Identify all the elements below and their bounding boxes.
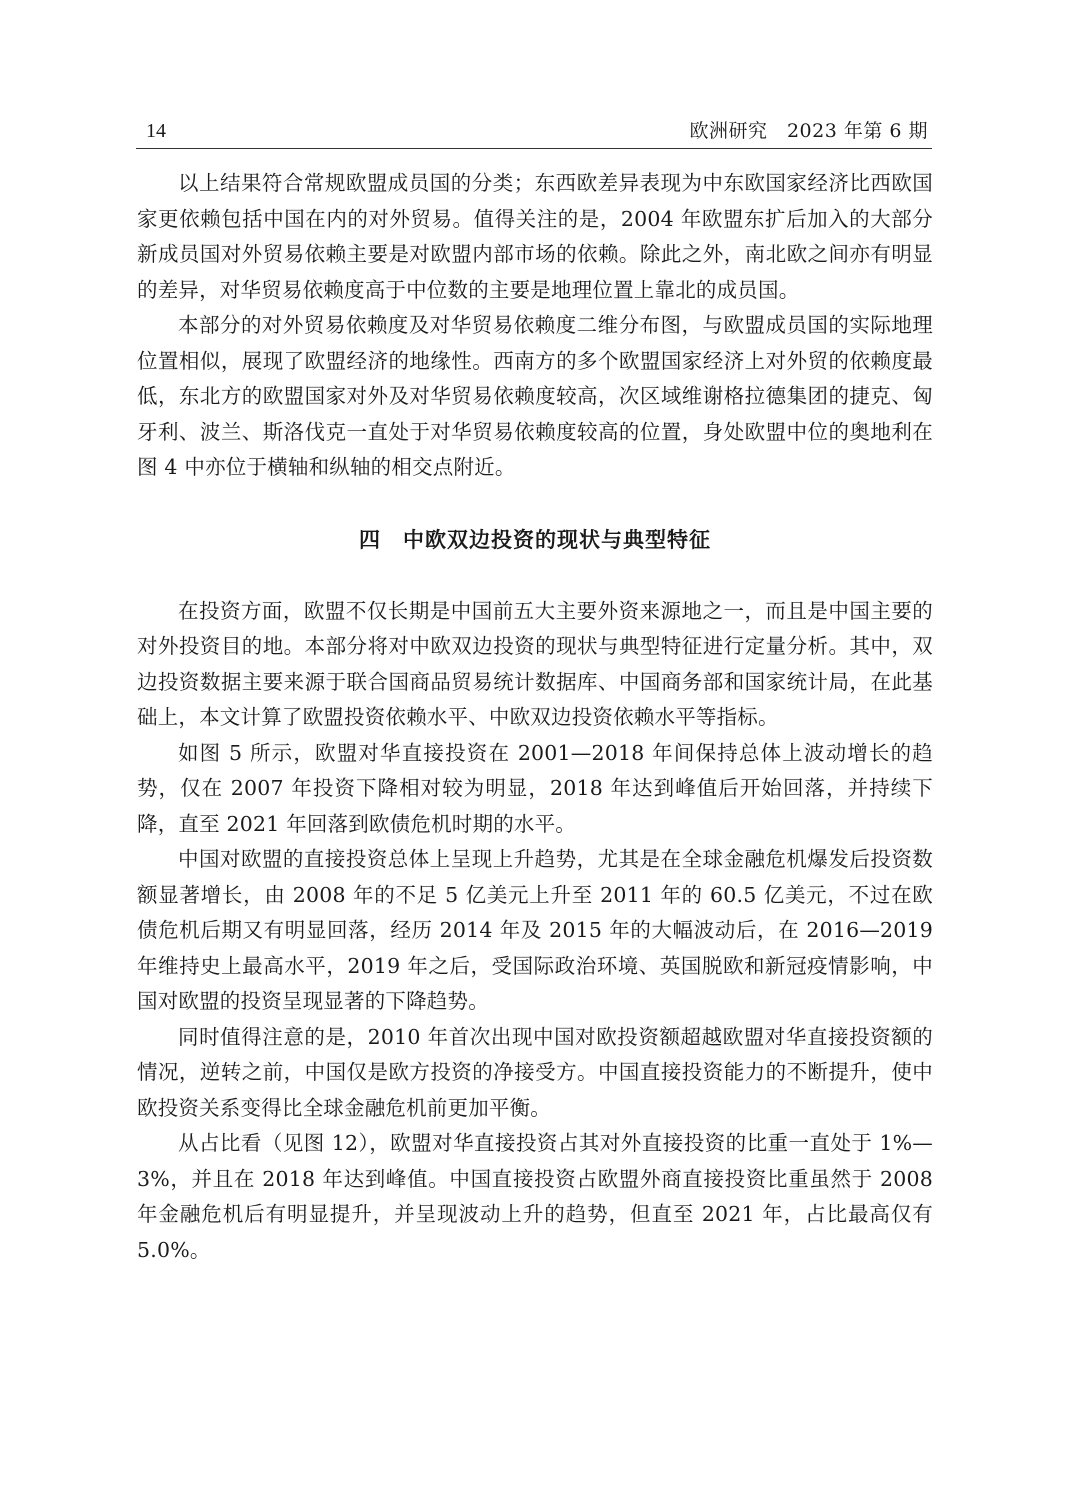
paragraph: 以上结果符合常规欧盟成员国的分类；东西欧差异表现为中东欧国家经济比西欧国家更依赖包括中国在内的对外贸易。值得关注的是，2004 年欧盟东扩后加入的大部分新成员国对外贸易依赖主要是对欧盟内部市场的依赖。除此之外，南北欧之间亦有明显的差异，对华贸易依赖度高于中位数的主要是地理位置上靠北的成员国。 bbox=[137, 171, 933, 302]
journal-title: 欧洲研究 2023 年第 6 期 bbox=[689, 120, 928, 142]
page-number: 14 bbox=[146, 120, 166, 142]
body-text bbox=[137, 166, 933, 1268]
paragraph: 中国对欧盟的直接投资总体上呈现上升趋势，尤其是在全球金融危机爆发后投资数额显著增长，由 2008 年的不足 5 亿美元上升至 2011 年的 60.5 亿美元，不过在欧债危机后期又有明显回落，经历 2014 年及 2015 年的大幅波动后，在 2016—2019 年维持史上最高水平，2019 年之后，受国际政治环境、英国脱欧和新冠疫情影响，中国对欧盟的投资呈现显著的下降趋势。 bbox=[137, 847, 933, 1013]
paragraph: 本部分的对外贸易依赖度及对华贸易依赖度二维分布图，与欧盟成员国的实际地理位置相似，展现了欧盟经济的地缘性。西南方的多个欧盟国家经济上对外贸的依赖度最低，东北方的欧盟国家对外及对华贸易依赖度较高，次区域维谢格拉德集团的捷克、匈牙利、波兰、斯洛伐克一直处于对华贸易依赖度较高的位置，身处欧盟中位的奥地利在图 4 中亦位于横轴和纵轴的相交点附近。 bbox=[137, 313, 933, 479]
paragraph: 从占比看（见图 12），欧盟对华直接投资占其对外直接投资的比重一直处于 1%—3%，并且在 2018 年达到峰值。中国直接投资占欧盟外商直接投资比重虽然于 2008 年金融危机后有明显提升，并呈现波动上升的趋势，但直至 2021 年，占比最高仅有 5.0%。 bbox=[137, 1131, 933, 1262]
paragraph: 如图 5 所示，欧盟对华直接投资在 2001—2018 年间保持总体上波动增长的趋势，仅在 2007 年投资下降相对较为明显，2018 年达到峰值后开始回落，并持续下降，直至 2021 年回落到欧债危机时期的水平。 bbox=[137, 740, 933, 836]
paragraph: 同时值得注意的是，2010 年首次出现中国对欧投资额超越欧盟对华直接投资额的情况，逆转之前，中国仅是欧方投资的净接受方。中国直接投资能力的不断提升，使中欧投资关系变得比全球金融危机前更加平衡。 bbox=[137, 1024, 933, 1120]
section-heading: 四 中欧双边投资的现状与典型特征 bbox=[359, 527, 711, 552]
running-header bbox=[136, 118, 932, 149]
paragraph: 在投资方面，欧盟不仅长期是中国前五大主要外资来源地之一，而且是中国主要的对外投资目的地。本部分将对中欧双边投资的现状与典型特征进行定量分析。其中，双边投资数据主要来源于联合国商品贸易统计数据库、中国商务部和国家统计局，在此基础上，本文计算了欧盟投资依赖水平、中欧双边投资依赖水平等指标。 bbox=[137, 598, 933, 729]
